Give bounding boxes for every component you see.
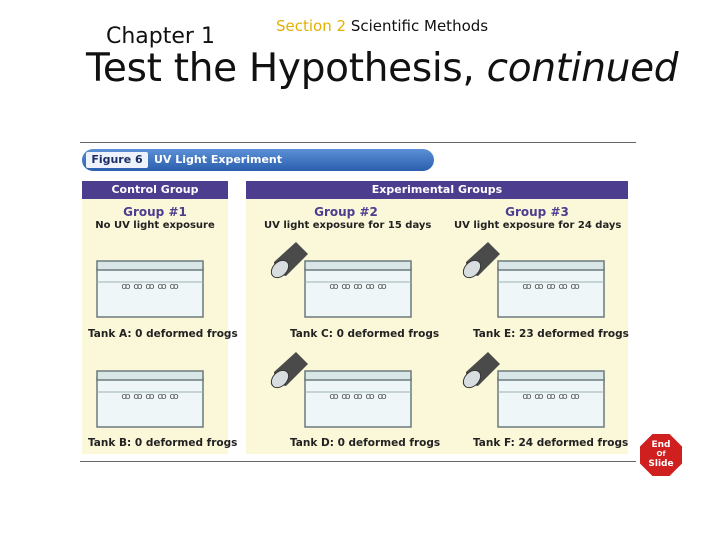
tank-d-illustration — [304, 370, 412, 428]
tank-f-illustration — [497, 370, 605, 428]
figure-name: UV Light Experiment — [154, 153, 282, 166]
end-of-slide-button[interactable] — [638, 432, 684, 478]
section-number: Section 2 — [276, 17, 347, 35]
control-group-header: Control Group — [82, 181, 228, 199]
group-2-subtitle: UV light exposure for 15 days — [264, 220, 432, 231]
figure-number: Figure 6 — [86, 152, 148, 168]
chapter-label: Chapter 1 — [106, 24, 215, 49]
tank-c-label: Tank C: 0 deformed frogs — [290, 328, 440, 340]
tank-e-illustration — [497, 260, 605, 318]
section-heading — [276, 17, 488, 35]
svg-text:ꝏ ꝏ ꝏ ꝏ ꝏ: ꝏ ꝏ ꝏ ꝏ ꝏ — [522, 392, 580, 402]
slide-title — [86, 46, 678, 91]
tank-d-label: Tank D: 0 deformed frogs — [290, 437, 441, 449]
tank-f-label: Tank F: 24 deformed frogs — [473, 437, 629, 449]
tank-c-illustration — [304, 260, 412, 318]
tank-e-label: Tank E: 23 deformed frogs — [473, 328, 629, 340]
section-name: Scientific Methods — [350, 17, 489, 35]
svg-text:ꝏ ꝏ ꝏ ꝏ ꝏ: ꝏ ꝏ ꝏ ꝏ ꝏ — [329, 392, 387, 402]
uv-lamp-icon — [266, 240, 310, 282]
svg-text:ꝏ ꝏ ꝏ ꝏ ꝏ: ꝏ ꝏ ꝏ ꝏ ꝏ — [121, 392, 179, 402]
end-sign-line2: Of — [656, 450, 666, 458]
uv-lamp-icon — [458, 350, 502, 392]
tank-a-illustration — [96, 260, 204, 318]
group-3-title: Group #3 — [505, 205, 569, 219]
group-3-subtitle: UV light exposure for 24 days — [454, 220, 622, 231]
svg-text:ꝏ ꝏ ꝏ ꝏ ꝏ: ꝏ ꝏ ꝏ ꝏ ꝏ — [121, 282, 179, 292]
svg-text:ꝏ ꝏ ꝏ ꝏ ꝏ: ꝏ ꝏ ꝏ ꝏ ꝏ — [329, 282, 387, 292]
slide-title-main: Test the Hypothesis, — [86, 46, 475, 91]
group-1-subtitle: No UV light exposure — [95, 220, 215, 231]
experimental-groups-header: Experimental Groups — [246, 181, 628, 199]
group-2-title: Group #2 — [314, 205, 378, 219]
slide-title-continued: continued — [486, 46, 679, 91]
top-divider — [80, 142, 636, 143]
svg-text:ꝏ ꝏ ꝏ ꝏ ꝏ: ꝏ ꝏ ꝏ ꝏ ꝏ — [522, 282, 580, 292]
tank-b-illustration — [96, 370, 204, 428]
uv-lamp-icon — [458, 240, 502, 282]
tank-a-label: Tank A: 0 deformed frogs — [88, 328, 238, 340]
uv-lamp-icon — [266, 350, 310, 392]
bottom-divider — [80, 461, 636, 462]
end-sign-line3: Slide — [648, 459, 674, 469]
tank-b-label: Tank B: 0 deformed frogs — [88, 437, 238, 449]
group-1-title: Group #1 — [123, 205, 187, 219]
end-sign-line1: End — [651, 440, 671, 450]
